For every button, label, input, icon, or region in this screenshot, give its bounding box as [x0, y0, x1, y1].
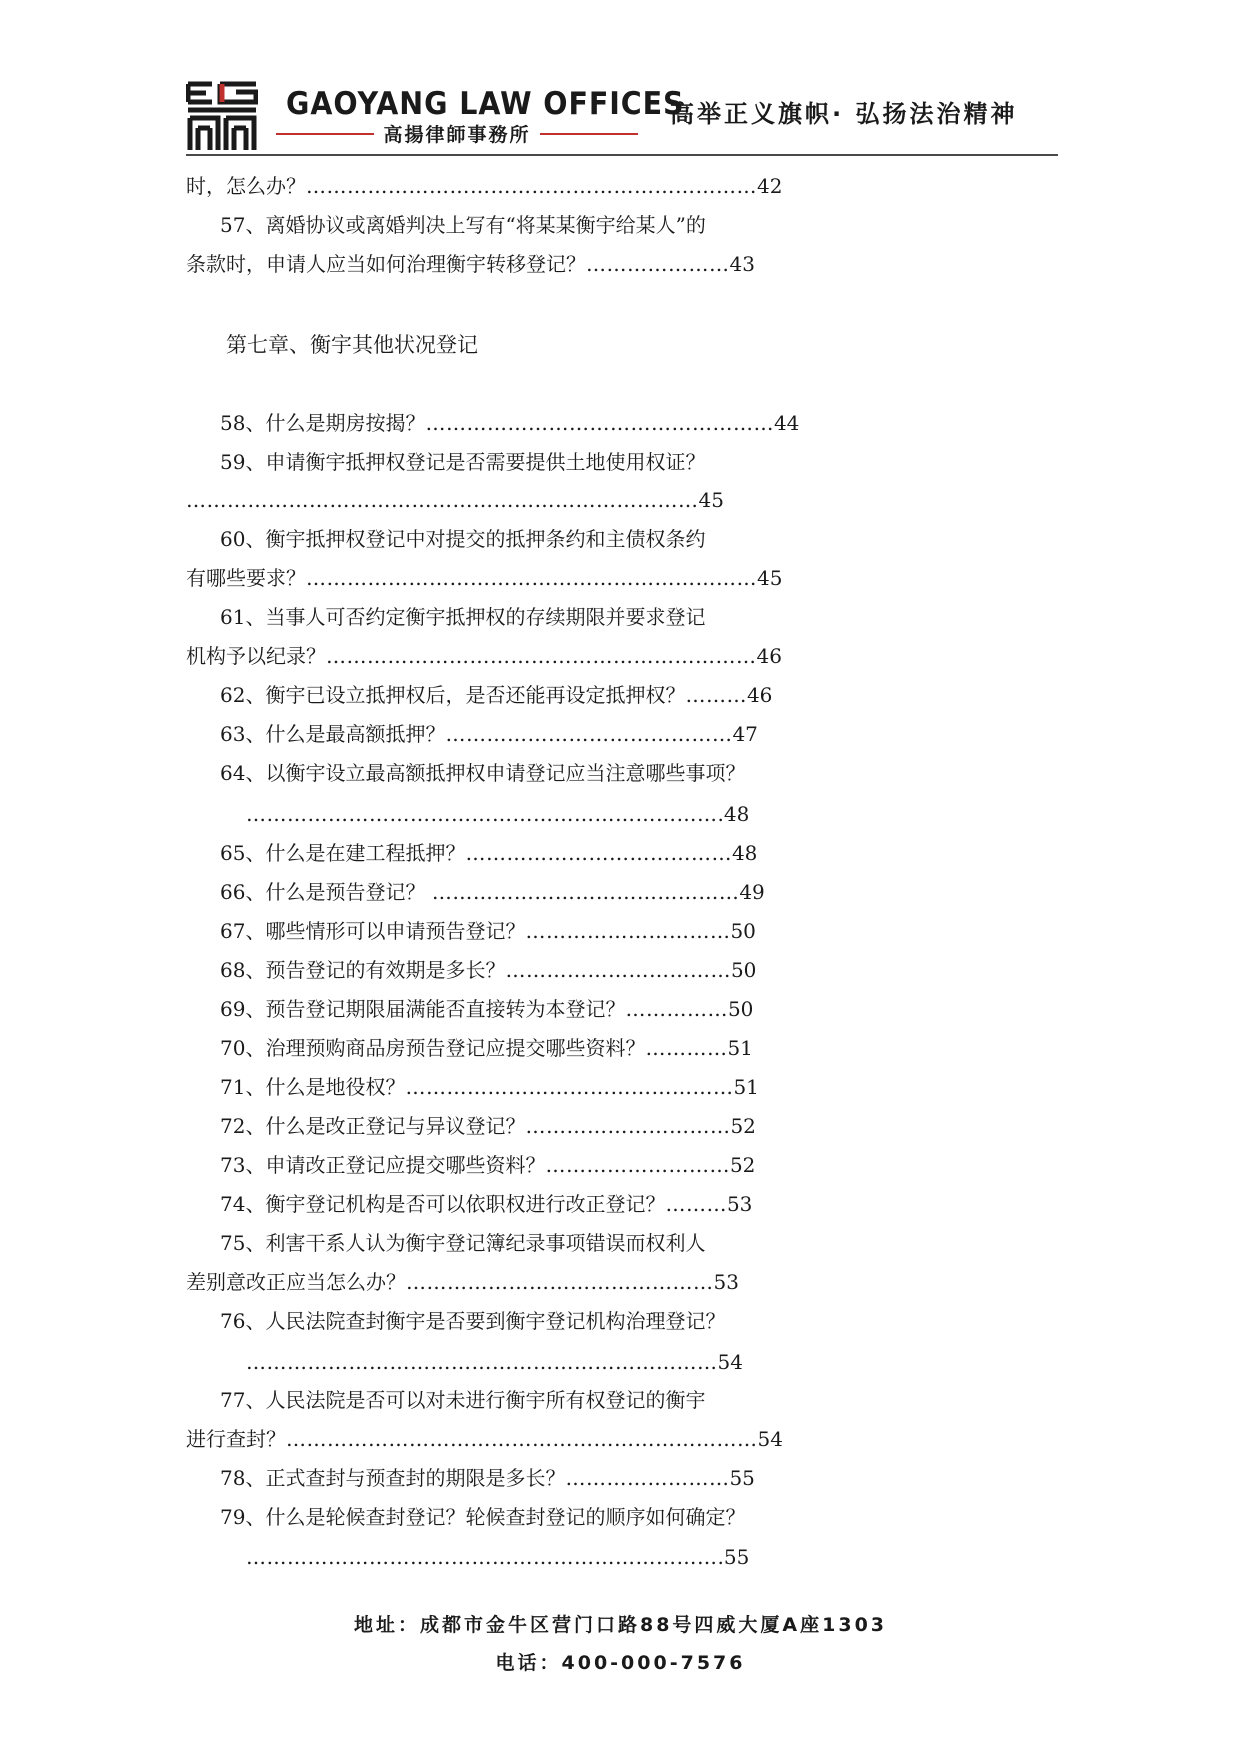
toc-entry — [186, 1268, 739, 1296]
toc-page-number: 44 — [773, 411, 800, 435]
brand-name-english: GAOYANG LAW OFFICES — [286, 86, 685, 122]
toc-entry-text: 72、什么是改正登记与异议登记？ — [220, 1114, 526, 1138]
toc-leader-dots: …………………………………………………………… — [246, 1545, 718, 1569]
toc-entry — [186, 642, 782, 670]
toc-page-number: 45 — [698, 488, 724, 512]
toc-leader-dots: …………………………………………………………… — [246, 802, 718, 826]
toc-entry — [186, 564, 782, 592]
toc-leader-dots: ……… — [685, 683, 747, 707]
toc-leader-dots: …………………………………… — [445, 722, 733, 746]
toc-entry — [220, 1503, 745, 1531]
toc-leader-dots: …………………………………………………………… — [246, 1350, 718, 1374]
toc-entry-text: 59、申请衡宇抵押权登记是否需要提供土地使用权证？ — [220, 450, 706, 474]
toc-entry — [220, 1151, 755, 1179]
toc-entry — [220, 1307, 725, 1335]
toc-entry — [186, 172, 782, 200]
toc-entry — [220, 1112, 756, 1140]
toc-entry — [220, 1464, 755, 1492]
toc-entry-text: 69、预告登记期限届满能否直接转为本登记？ — [220, 997, 626, 1021]
toc-entry-text: 73、申请改正登记应提交哪些资料？ — [220, 1153, 546, 1177]
toc-leader-dots: ……………………… — [545, 1153, 730, 1177]
toc-entry-text: 78、正式查封与预查封的期限是多长？ — [220, 1466, 566, 1490]
toc-entry — [220, 1190, 752, 1218]
toc-entry — [186, 486, 724, 514]
toc-leader-dots: ………………… — [586, 252, 730, 276]
toc-entry-text: 76、人民法院查封衡宇是否要到衡宇登记机构治理登记？ — [220, 1309, 726, 1333]
toc-page-number: 42 — [757, 174, 783, 198]
toc-entry-text: 65、什么是在建工程抵押？ — [220, 841, 466, 865]
toc-page-number: 46 — [756, 644, 782, 668]
brand-name-chinese-row — [276, 120, 638, 148]
toc-entry-text: 61、当事人可否约定衡宇抵押权的存续期限并要求登记 — [220, 605, 706, 629]
toc-entry-text: 63、什么是最高额抵押？ — [220, 722, 446, 746]
toc-leader-dots: ………………………………………………………………… — [186, 488, 699, 512]
toc-entry — [220, 1386, 705, 1414]
toc-entry — [220, 211, 706, 239]
page-header — [0, 0, 1241, 160]
toc-entry-text: 71、什么是地役权？ — [220, 1075, 406, 1099]
toc-page-number: 48 — [731, 841, 758, 865]
toc-entry-text: 时，怎么办？ — [186, 174, 306, 198]
toc-entry-text: 进行查封？ — [186, 1427, 286, 1451]
toc-entry-text: 条款时，申请人应当如何治理衡宇转移登记？ — [186, 252, 586, 276]
toc-leader-dots: ………………………………………………………… — [306, 566, 757, 590]
footer-phone: 电话：400-000-7576 — [495, 1652, 746, 1674]
toc-leader-dots: ………………………………… — [465, 841, 732, 865]
toc-entry — [220, 878, 765, 906]
toc-page-number: 52 — [729, 1153, 756, 1177]
toc-leader-dots: ………………………………………………………… — [306, 174, 757, 198]
toc-entry — [220, 409, 799, 437]
gaoyang-logo-icon — [186, 80, 258, 152]
toc-leader-dots: ………………………… — [525, 919, 731, 943]
toc-entry — [220, 1229, 705, 1257]
toc-page-number: 46 — [746, 683, 773, 707]
toc-page-number: 47 — [732, 722, 758, 746]
toc-entry — [220, 1034, 753, 1062]
toc-page-number: .48 — [717, 802, 750, 826]
toc-entry-text: 66、什么是预告登记？ — [220, 880, 432, 904]
slogan: 高举正义旗帜· 弘扬法治精神 — [670, 100, 1018, 128]
toc-page-number: 52 — [730, 1114, 756, 1138]
toc-leader-dots: …………………………… — [505, 958, 731, 982]
toc-leader-dots: …………………………………………………………… — [286, 1427, 758, 1451]
toc-entry-text: 差别意改正应当怎么办？ — [186, 1270, 406, 1294]
toc-entry-text: 60、衡宇抵押权登记中对提交的抵押条约和主债权条约 — [220, 527, 706, 551]
brand-right-rule — [540, 133, 638, 135]
toc-page-number: 53 — [713, 1270, 739, 1294]
toc-leader-dots: ……… — [665, 1192, 727, 1216]
brand-name-chinese: 高揚律師事務所 — [383, 124, 531, 146]
toc-page-number: 50 — [727, 997, 754, 1021]
toc-page-number: 55 — [729, 1466, 755, 1490]
toc-leader-dots: ……………………………………………………… — [326, 644, 757, 668]
toc-entry-text: 77、人民法院是否可以对未进行衡宇所有权登记的衡宇 — [220, 1388, 706, 1412]
toc-page-number: 49 — [739, 880, 765, 904]
toc-page-number: .55 — [717, 1545, 750, 1569]
toc-entry — [246, 1543, 749, 1571]
toc-page-number: 51 — [727, 1036, 753, 1060]
header-divider — [186, 154, 1058, 156]
toc-entry — [220, 956, 756, 984]
toc-entry-text: 68、预告登记的有效期是多长？ — [220, 958, 506, 982]
toc-entry-text: 70、治理预购商品房预告登记应提交哪些资料？ — [220, 1036, 646, 1060]
toc-page-number: 50 — [730, 919, 756, 943]
chapter-title: 第七章、衡宇其他状况登记 — [226, 333, 478, 357]
toc-entry — [186, 250, 755, 278]
toc-entry — [220, 603, 705, 631]
toc-page-number: 51 — [733, 1075, 759, 1099]
toc-entry — [186, 1425, 783, 1453]
toc-entry-text: 64、以衡宇设立最高额抵押权申请登记应当注意哪些事项？ — [220, 761, 746, 785]
toc-entry — [246, 1348, 743, 1376]
toc-entry — [220, 759, 745, 787]
toc-entry — [220, 525, 705, 553]
toc-leader-dots: …………………… — [565, 1466, 730, 1490]
toc-entry-text: 58、什么是期房按揭？ — [220, 411, 426, 435]
toc-entry-text: 67、哪些情形可以申请预告登记？ — [220, 919, 526, 943]
toc-leader-dots: …………………………………………… — [425, 411, 774, 435]
toc-page-number: 53 — [726, 1192, 753, 1216]
toc-leader-dots: ……………………………………… — [406, 1270, 714, 1294]
toc-leader-dots: ………………………………………… — [405, 1075, 734, 1099]
toc-entry-text: 74、衡宇登记机构是否可以依职权进行改正登记？ — [220, 1192, 666, 1216]
toc-entry-text: 79、什么是轮候查封登记？轮候查封登记的顺序如何确定？ — [220, 1505, 746, 1529]
toc-leader-dots: ……………………………………… — [431, 880, 740, 904]
toc-entry — [220, 1073, 759, 1101]
toc-leader-dots: …………… — [625, 997, 728, 1021]
brand-left-rule — [276, 133, 374, 135]
toc-entry-text: 有哪些要求？ — [186, 566, 306, 590]
toc-entry — [220, 448, 705, 476]
toc-entry-text: 62、衡宇已设立抵押权后，是否还能再设定抵押权？ — [220, 683, 686, 707]
toc-entry-text: 机构予以纪录？ — [186, 644, 326, 668]
toc-page-number: 54 — [717, 1350, 743, 1374]
toc-page-number: 43 — [729, 252, 755, 276]
toc-entry — [220, 681, 772, 709]
toc-entry — [220, 995, 753, 1023]
toc-entry — [220, 720, 758, 748]
toc-entry-text: 75、利害干系人认为衡宇登记簿纪录事项错误而权利人 — [220, 1231, 706, 1255]
footer-address: 地址：成都市金牛区营门口路88号四威大厦A座1303 — [353, 1614, 888, 1636]
toc-page-number: 50 — [730, 958, 757, 982]
toc-entry — [246, 800, 749, 828]
toc-page-number: 45 — [757, 566, 783, 590]
toc-leader-dots: ………… — [645, 1036, 728, 1060]
toc-page-number: 54 — [757, 1427, 783, 1451]
toc-entry — [220, 839, 757, 867]
toc-entry — [220, 917, 756, 945]
toc-entry-text: 57、离婚协议或离婚判决上写有“将某某衡宇给某人”的 — [220, 213, 706, 237]
toc-leader-dots: ………………………… — [525, 1114, 731, 1138]
